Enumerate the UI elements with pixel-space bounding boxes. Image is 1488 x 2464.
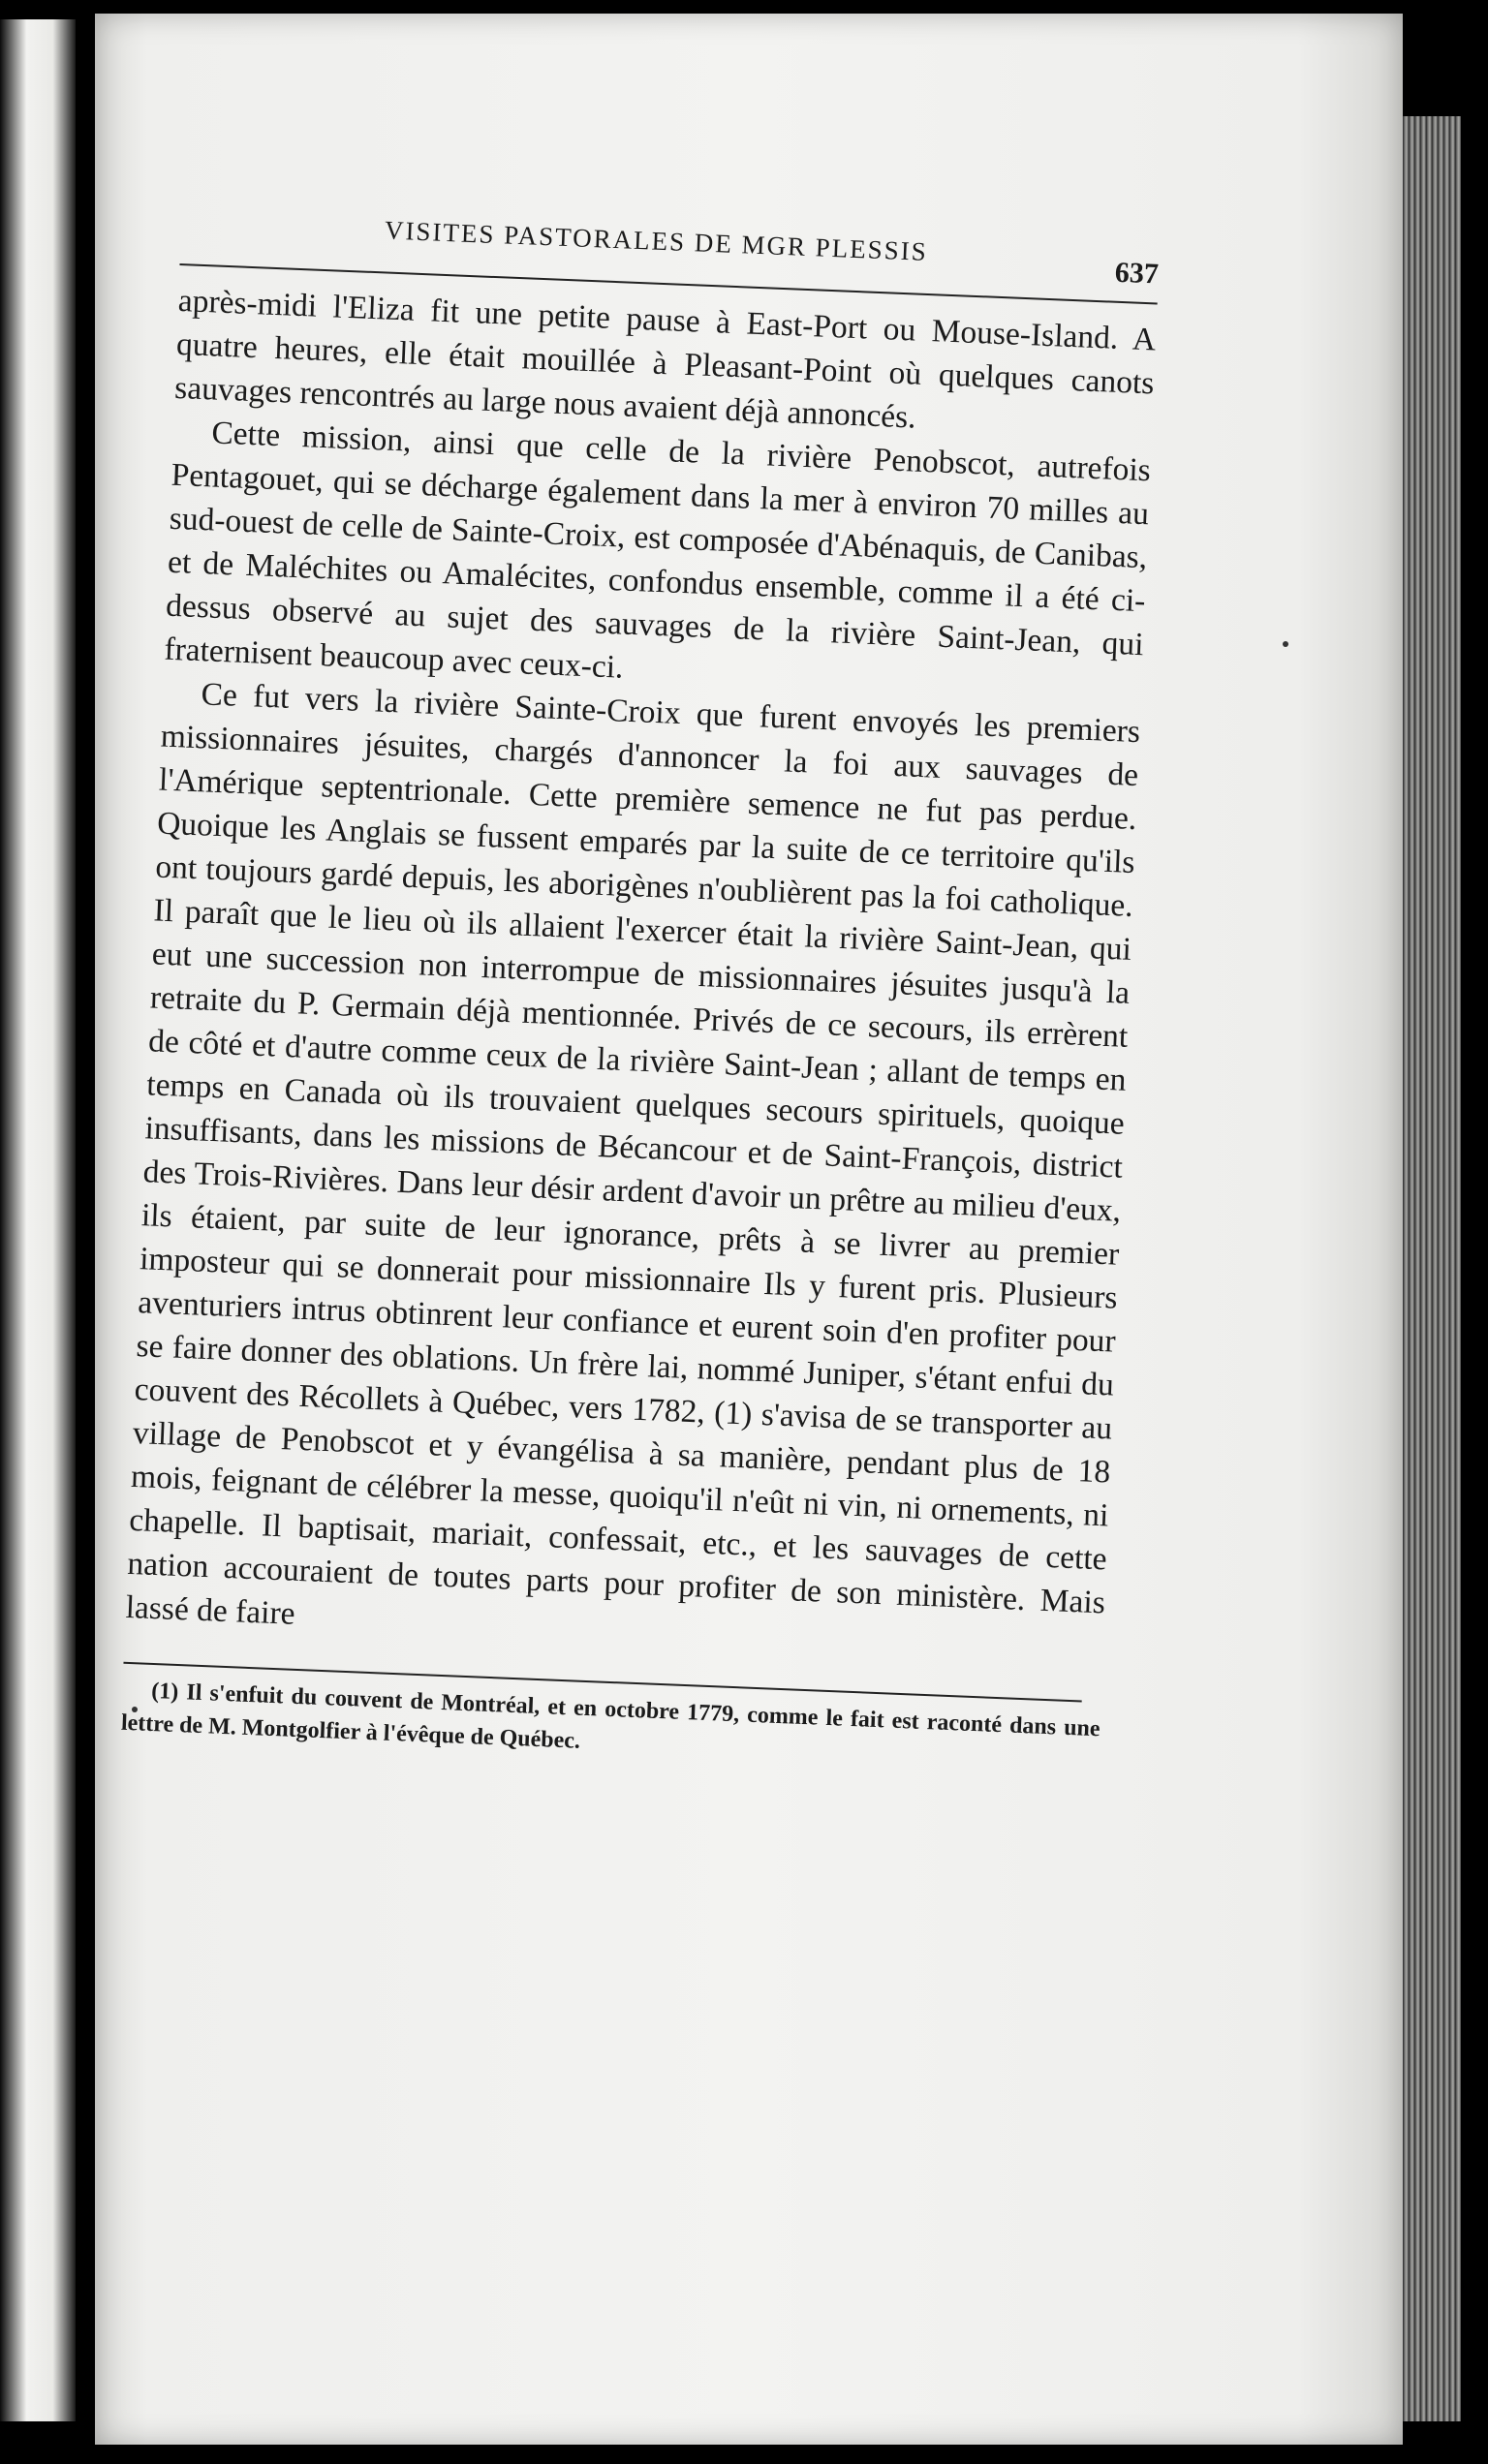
paragraph: Cette mission, ainsi que celle de la rivière Penobscot, autrefois Pentagouet, qui se décharge également dans la mer à environ 70 milles au sud-ouest de celle de Sainte-Croix, est composée d'Abénaquis, de Canibas, et de Maléchites ou Amalécites, confondus ensemble, comme il a été ci-dessus observé au sujet des sauvages de la rivière Saint-Jean, qui fraternisent beaucoup avec ceux-ci.	[163, 415, 1152, 686]
page-stack-edges	[1403, 116, 1461, 2421]
page-number: 637	[1114, 256, 1160, 291]
adjacent-page-edge	[0, 19, 76, 2421]
paragraph: après-midi l'Eliza fit une petite pause à East-Port ou Mouse-Island. A quatre heures, elle était mouillée à Pleasant-Point où quelques canots sauvages rencontrés au large nous avaient déjà annoncés.	[173, 282, 1157, 436]
page-content	[120, 203, 1160, 1778]
body-text	[125, 279, 1157, 1668]
speck-mark	[1283, 641, 1288, 647]
running-title: VISITES PASTORALES DE MGR PLESSIS	[384, 215, 929, 266]
footnote: (1) Il s'enfuit du couvent de Montréal, et en octobre 1779, comme le fait est raconté dans une lettre de M. Montgolfier à l'évêque de Québec.	[120, 1678, 1101, 1754]
paragraph: Ce fut vers la rivière Sainte-Croix que furent envoyés les premiers missionnaires jésuites, chargés d'annoncer la foi aux sauvages de l'Amérique septentrionale. Cette première semence ne fut pas perdue. Quoique les Anglais se fussent emparés par la suite de ce territoire qu'ils ont toujours gardé depuis, les aborigènes n'oublièrent pas la foi catholique. Il paraît que le lieu où ils allaient l'exercer était la rivière Saint-Jean, qui eut une succession non interrompue de missionnaires jésuites jusqu'à la retraite du P. Germain déjà mentionnée. Privés de ce secours, ils errèrent de côté et d'autre comme ceux de la rivière Saint-Jean ; allant de temps en temps en Canada où ils trouvaient quelques secours spirituels, quoique insuffisants, dans les missions de Bécancour et de Saint-François, district des Trois-Rivières. Dans leur désir ardent d'avoir un prêtre au milieu d'eux, ils étaient, par suite de leur ignorance, prêts à se livrer au premier imposteur qui se donnerait pour missionnaire Ils y furent pris. Plusieurs aventuriers intrus obtinrent leur confiance et eurent soin d'en profiter pour se faire donner des oblations. Un frère lai, nommé Juniper, s'étant enfui du couvent des Récollets à Québec, vers 1782, (1) s'avisa de se transporter au village de Penobscot et y évangélisa à sa manière, pendant plus de 18 mois, feignant de célébrer la messe, quoiqu'il n'eût ni vin, ni ornements, ni chapelle. Il baptisait, mariait, confessait, etc., et les sauvages de cette nation accouraient de toutes parts pour profiter de son ministère. Mais lassé de faire	[125, 676, 1141, 1632]
